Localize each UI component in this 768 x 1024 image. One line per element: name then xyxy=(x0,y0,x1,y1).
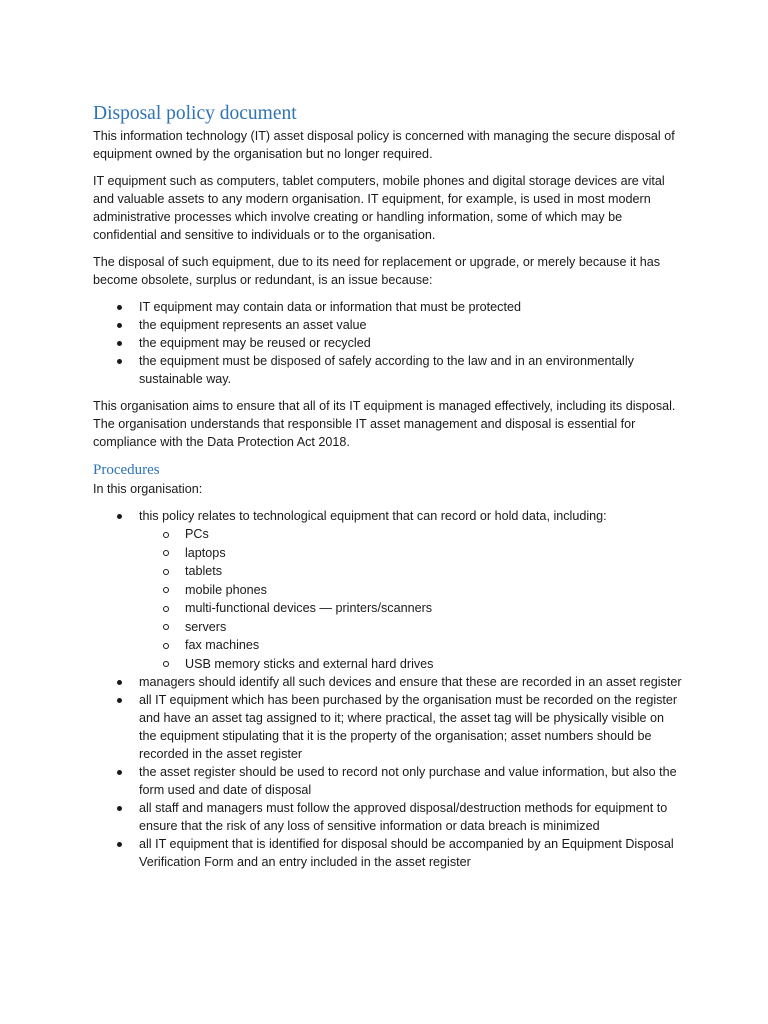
equipment-paragraph: IT equipment such as computers, tablet computers, mobile phones and digital storage devices are vital and valuable assets to any modern organisation. IT equipment, for example, is used in most modern administrative processes which involve creating or handling information, some of which may be confidential and sensitive to individuals or to the organisation. xyxy=(93,174,665,242)
issues-list xyxy=(93,298,683,388)
list-item: the equipment represents an asset value xyxy=(93,316,683,334)
sublist-item: mobile phones xyxy=(139,581,683,600)
list-item: the asset register should be used to record not only purchase and value information, but also the form used and date of disposal xyxy=(93,763,683,799)
list-item xyxy=(93,507,683,673)
list-item: managers should identify all such devices and ensure that these are recorded in an asset register xyxy=(93,673,683,691)
sublist-item: PCs xyxy=(139,525,683,544)
list-item-text: this policy relates to technological equipment that can record or hold data, including: xyxy=(139,509,607,523)
sublist-item: multi-functional devices — printers/scanners xyxy=(139,599,683,618)
procedures-list xyxy=(93,507,683,871)
sublist-item: USB memory sticks and external hard drives xyxy=(139,655,683,674)
procedures-intro: In this organisation: xyxy=(93,482,203,496)
list-item: all IT equipment that is identified for disposal should be accompanied by an Equipment Disposal Verification Form and an entry included in the asset register xyxy=(93,835,683,871)
procedures-heading: Procedures xyxy=(93,462,160,478)
sublist-item: fax machines xyxy=(139,636,683,655)
list-item: all IT equipment which has been purchased by the organisation must be recorded on the register and have an asset tag assigned to it; where practical, the asset tag will be physically visible on the equipment stipulating that it is the property of the organisation; asset numbers should be recorded in the asset register xyxy=(93,691,683,763)
intro-paragraph: This information technology (IT) asset disposal policy is concerned with managing the secure disposal of equipment owned by the organisation but no longer required. xyxy=(93,129,675,161)
list-item: IT equipment may contain data or information that must be protected xyxy=(93,298,683,316)
list-item: all staff and managers must follow the approved disposal/destruction methods for equipment to ensure that the risk of any loss of sensitive information or data breach is minimized xyxy=(93,799,683,835)
sublist-item: servers xyxy=(139,618,683,637)
compliance-paragraph: This organisation aims to ensure that all of its IT equipment is managed effectively, including its disposal. The organisation understands that responsible IT asset management and disposal is essential for compliance with the Data Protection Act 2018. xyxy=(93,399,676,449)
document-body xyxy=(93,101,683,871)
sublist-item: laptops xyxy=(139,544,683,563)
disposal-issue-paragraph: The disposal of such equipment, due to its need for replacement or upgrade, or merely because it has become obsolete, surplus or redundant, is an issue because: xyxy=(93,255,661,287)
list-item: the equipment must be disposed of safely according to the law and in an environmentally sustainable way. xyxy=(93,352,683,388)
document-title: Disposal policy document xyxy=(93,103,297,124)
list-item: the equipment may be reused or recycled xyxy=(93,334,683,352)
equipment-sublist xyxy=(139,525,683,673)
sublist-item: tablets xyxy=(139,562,683,581)
